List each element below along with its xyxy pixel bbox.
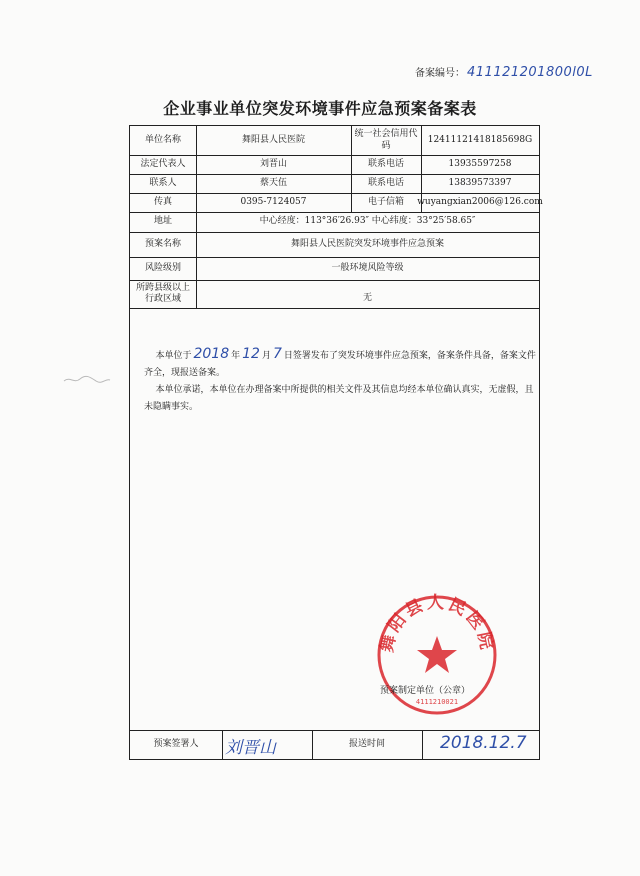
phone1-value: 13935597258 [448, 158, 512, 169]
handwritten-month: 12 [242, 346, 260, 362]
official-seal-icon [374, 592, 500, 718]
fax-value: 0395-7124057 [240, 196, 307, 207]
statement-paragraph-2: 本单位承诺，本单位在办理备案中所提供的相关文件及其信息均经本单位确认真实，无虚假，且未隐瞒事实。 [144, 385, 534, 412]
handwritten-day: 7 [272, 346, 282, 362]
contact-label: 联系人 [149, 177, 177, 188]
filing-number-handwritten: 411121201800l0L [467, 65, 593, 80]
legal-rep-label: 法定代表人 [140, 158, 186, 169]
svg-text:舞阳县人民医院: 舞阳县人民医院 [377, 593, 497, 655]
submit-time-label: 报送时间 [348, 739, 385, 750]
risk-level-label: 风险级别 [144, 262, 181, 273]
region-value: 无 [362, 293, 372, 304]
phone1-label: 联系电话 [367, 158, 404, 169]
statement-paragraph-1: 本单位于 2018 年 12 月 7 日签署发布了突发环境事件应急预案，备案条件具备，备案文件齐全，现报送备案。 [144, 346, 536, 378]
svg-text:4111210021: 4111210021 [415, 698, 459, 706]
phone2-label: 联系电话 [367, 177, 404, 188]
plan-name-value: 舞阳县人民医院突发环境事件应急预案 [290, 238, 444, 249]
legal-rep-value: 刘晋山 [259, 158, 287, 169]
stray-mark [62, 372, 112, 386]
address-value: 中心经度：113°36′26.93″ 中心纬度：33°25′58.65″ [259, 216, 476, 227]
stamp-unit-label: 预案制定单位（公章） [380, 686, 471, 696]
signer-label: 预案签署人 [153, 739, 199, 750]
unit-name-value: 舞阳县人民医院 [241, 134, 305, 145]
phone2-value: 13839573397 [448, 177, 512, 188]
filing-number-label: 备案编号： [415, 68, 465, 79]
region-label: 所跨县级以上行政区域 [136, 282, 191, 304]
handwritten-year: 2018 [193, 346, 230, 362]
unit-name-label: 单位名称 [144, 134, 181, 145]
credit-code-label: 统一社会信用代码 [354, 129, 418, 151]
filing-number-line [415, 64, 593, 80]
address-label: 地址 [153, 216, 172, 227]
submit-date-handwritten: 2018.12.7 [440, 733, 527, 753]
email-value: wuyangxian2006@126.com [417, 196, 543, 207]
form-title: 企业事业单位突发环境事件应急预案备案表 [163, 99, 477, 118]
risk-level-value: 一般环境风险等级 [331, 262, 404, 273]
contact-value: 蔡天伍 [259, 177, 287, 188]
signer-handwritten: 刘晋山 [225, 738, 276, 758]
fax-label: 传真 [153, 196, 172, 207]
email-label: 电子信箱 [367, 196, 404, 207]
plan-name-label: 预案名称 [144, 238, 181, 249]
credit-code-value: 12411121418185698G [427, 134, 533, 145]
